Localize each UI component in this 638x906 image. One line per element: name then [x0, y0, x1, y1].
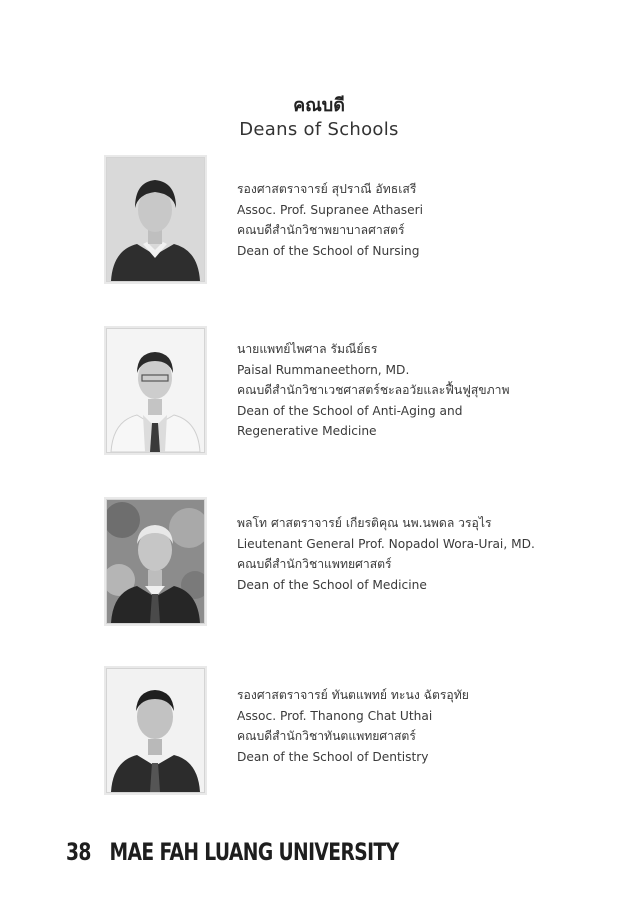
- dean-position-english: Dean of the School of Anti-Aging and: [237, 403, 463, 418]
- dean-name-thai: นายแพทย์ไพศาล รัมณีย์ธร: [237, 342, 378, 356]
- dean-position-english: Dean of the School of Medicine: [237, 577, 427, 592]
- dean-position-thai: คณบดีสำนักวิชาทันตแพทยศาสตร์: [237, 729, 416, 743]
- dean-info-nursing: [237, 180, 597, 261]
- dean-position-thai: คณบดีสำนักวิชาพยาบาลศาสตร์: [237, 223, 405, 237]
- dean-info-anti-aging: [237, 340, 597, 441]
- dean-position-english: Dean of the School of Nursing: [237, 243, 420, 258]
- dean-name-thai: รองศาสตราจารย์ ทันตแพทย์ ทะนง ฉัตรอุทัย: [237, 688, 469, 702]
- dean-name-english: Lieutenant General Prof. Nopadol Wora-Urai, MD.: [237, 536, 535, 551]
- dean-photo-dentistry: [106, 668, 205, 793]
- university-name: MAE FAH LUANG UNIVERSITY: [109, 838, 399, 866]
- dean-photo-anti-aging: [106, 328, 205, 453]
- dean-position-english: Dean of the School of Dentistry: [237, 749, 429, 764]
- dean-info-dentistry: [237, 686, 597, 767]
- dean-name-thai: รองศาสตราจารย์ สุปราณี อัทธเสรี: [237, 182, 417, 196]
- dean-info-medicine: [237, 514, 597, 595]
- dean-name-english: Paisal Rummaneethorn, MD.: [237, 362, 410, 377]
- page-number: 38: [66, 838, 91, 866]
- dean-name-english: Assoc. Prof. Thanong Chat Uthai: [237, 708, 433, 723]
- dean-name-thai: พลโท ศาสตราจารย์ เกียรติคุณ นพ.นพดล วรอุไร: [237, 516, 492, 530]
- dean-position-thai: คณบดีสำนักวิชาเวชศาสตร์ชะลอวัยและฟื้นฟูสุขภาพ: [237, 383, 510, 397]
- dean-position-english-continued: Regenerative Medicine: [237, 424, 377, 438]
- dean-position-thai: คณบดีสำนักวิชาแพทยศาสตร์: [237, 557, 392, 571]
- dean-photo-nursing: [106, 157, 205, 282]
- page-title-thai: คณบดี: [293, 95, 345, 116]
- dean-name-english: Assoc. Prof. Supranee Athaseri: [237, 202, 424, 217]
- page-title-english: Deans of Schools: [239, 119, 399, 140]
- dean-photo-medicine: [106, 499, 205, 624]
- page-footer: [66, 838, 399, 866]
